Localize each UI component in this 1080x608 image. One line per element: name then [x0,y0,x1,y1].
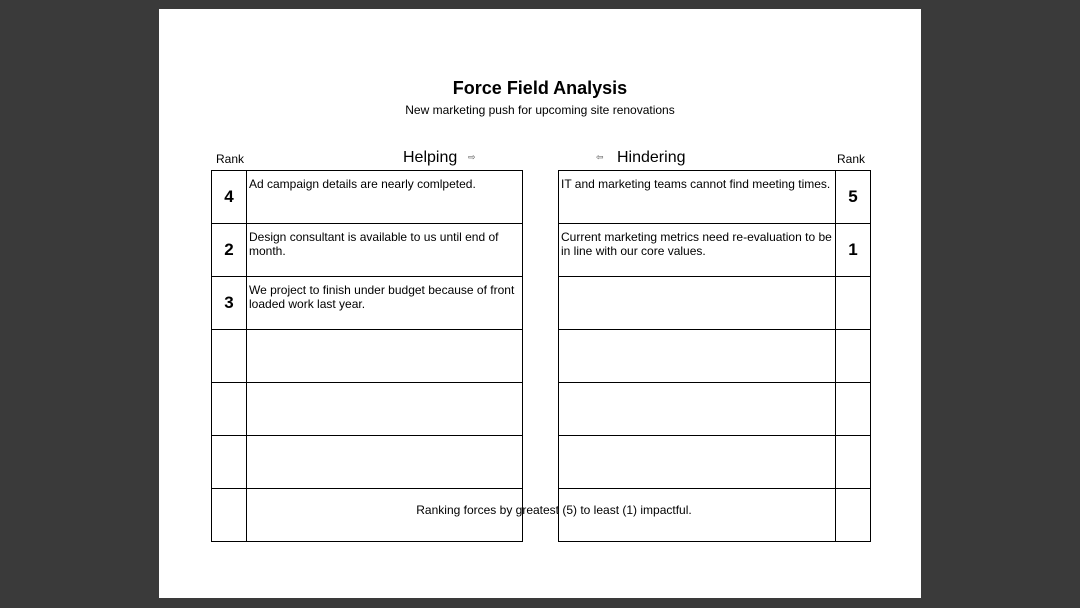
helping-force-cell [247,436,523,489]
hindering-header: Hindering [617,149,686,166]
hindering-force-cell: Current marketing metrics need re-evaluation to be in line with our core values. [559,224,836,277]
helping-rank-cell [212,436,247,489]
hindering-rank-cell [836,436,871,489]
helping-force-cell: Design consultant is available to us until end of month. [247,224,523,277]
helping-rank-header: Rank [216,152,245,166]
page-title: Force Field Analysis [452,78,628,98]
hindering-rank-header: Rank [837,152,866,166]
hindering-rank-cell [836,383,871,436]
footer-note: Ranking forces by greatest (5) to least (1) impactful. [416,503,692,517]
table-row [212,171,523,224]
table-row [212,383,523,436]
helping-force-cell [247,383,523,436]
helping-force-cell: Ad campaign details are nearly comlpeted. [247,171,523,224]
hindering-force-cell: IT and marketing teams cannot find meeting times. [559,171,836,224]
helping-rank-cell: 2 [212,224,247,277]
table-row [559,383,871,436]
document-page [159,9,921,598]
table-row [559,436,871,489]
table-row [559,224,871,277]
table-row [212,224,523,277]
table-row [559,330,871,383]
helping-force-cell [247,330,523,383]
hindering-rank-cell: 1 [836,224,871,277]
hindering-force-cell [559,383,836,436]
helping-table [211,170,523,542]
helping-header: Helping [403,149,458,166]
right-arrow-icon: ⇨ [468,152,476,162]
table-row [559,277,871,330]
helping-rank-cell [212,330,247,383]
helping-rank-cell: 3 [212,277,247,330]
table-row [212,277,523,330]
hindering-rank-cell [836,277,871,330]
helping-rank-cell [212,383,247,436]
hindering-rank-cell [836,330,871,383]
left-arrow-icon: ⇦ [596,152,604,162]
helping-force-cell: We project to finish under budget because of front loaded work last year. [247,277,523,330]
hindering-force-cell [559,277,836,330]
table-row [559,171,871,224]
hindering-rank-cell: 5 [836,171,871,224]
hindering-force-cell [559,436,836,489]
table-row [212,436,523,489]
table-row [212,330,523,383]
hindering-force-cell [559,330,836,383]
helping-rank-cell: 4 [212,171,247,224]
page-subtitle: New marketing push for upcoming site renovations [405,103,675,117]
hindering-table [558,170,871,542]
